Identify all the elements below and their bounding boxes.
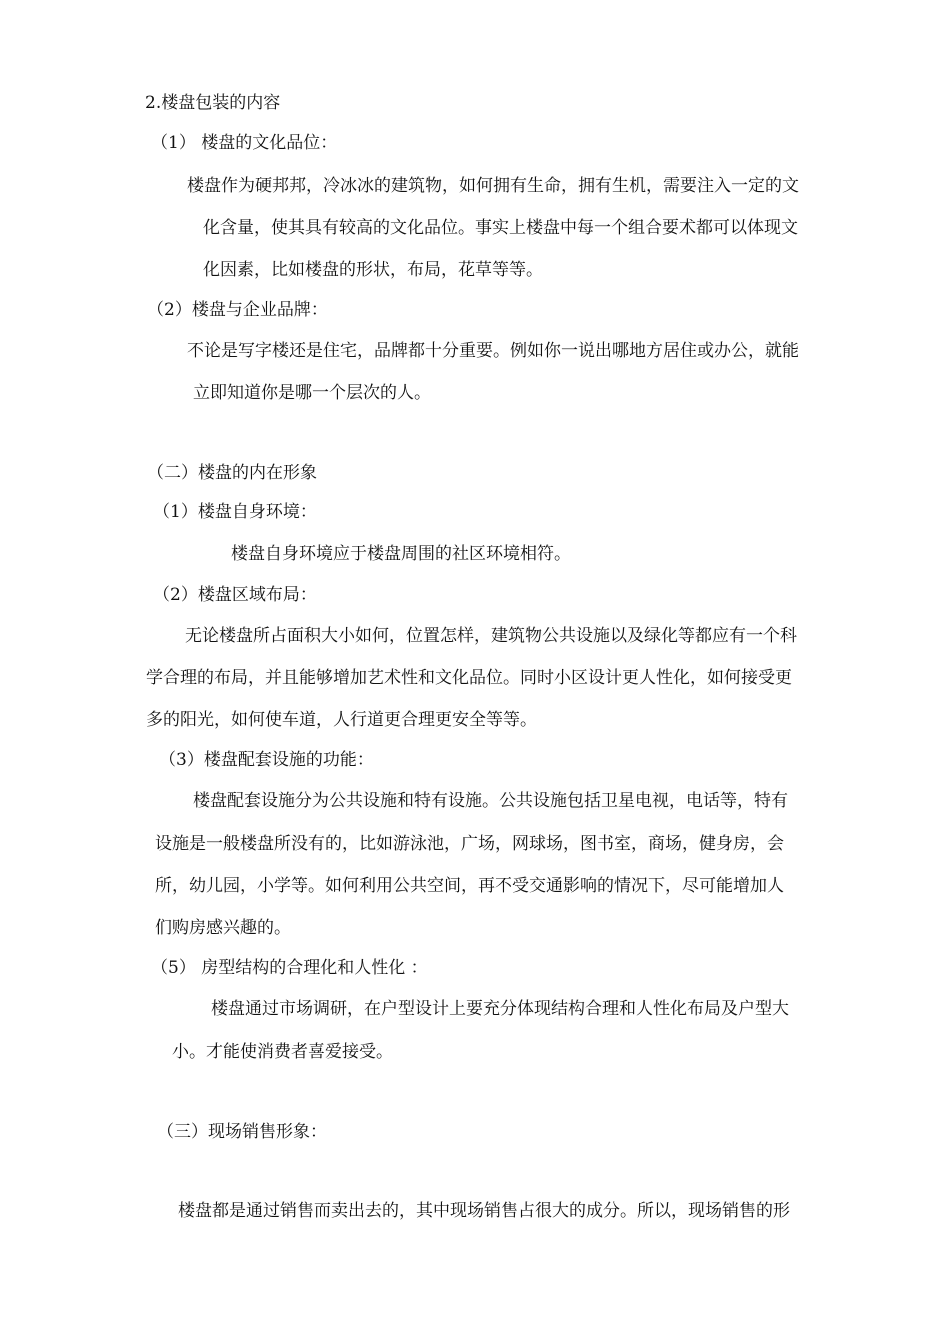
subsection-heading: （2）楼盘与企业品牌： [147, 300, 328, 320]
section-heading: （三）现场销售形象： [157, 1122, 327, 1142]
subsection-heading: （2）楼盘区域布局： [153, 585, 317, 605]
subsection-heading: （5） 房型结构的合理化和人性化 ： [151, 958, 428, 978]
paragraph-line: 化因素，比如楼盘的形状，布局，花草等等。 [203, 260, 543, 280]
paragraph-line: 学合理的布局，并且能够增加艺术性和文化品位。同时小区设计更人性化，如何接受更 [146, 668, 792, 688]
paragraph-line: 不论是写字楼还是住宅，品牌都十分重要。例如你一说出哪地方居住或办公，就能 [187, 341, 799, 361]
paragraph-line: 所，幼儿园，小学等。如何利用公共空间，再不受交通影响的情况下，尽可能增加人 [155, 876, 784, 896]
paragraph-line: 楼盘作为硬邦邦，冷冰冰的建筑物，如何拥有生命，拥有生机，需要注入一定的文 [187, 176, 799, 196]
paragraph-line: 楼盘配套设施分为公共设施和特有设施。公共设施包括卫星电视，电话等，特有 [193, 791, 788, 811]
section-heading: 2.楼盘包装的内容 [145, 93, 281, 113]
subsection-heading: （1） 楼盘的文化品位： [151, 133, 338, 153]
section-heading: （二）楼盘的内在形象 [147, 463, 317, 483]
paragraph-line: 楼盘自身环境应于楼盘周围的社区环境相符。 [231, 544, 571, 564]
paragraph-line: 设施是一般楼盘所没有的，比如游泳池，广场，网球场，图书室，商场，健身房，会 [155, 834, 784, 854]
paragraph-line: 无论楼盘所占面积大小如何，位置怎样，建筑物公共设施以及绿化等都应有一个科 [185, 626, 797, 646]
paragraph-line: 小。才能使消费者喜爱接受。 [172, 1042, 393, 1062]
subsection-heading: （1）楼盘自身环境： [153, 502, 317, 522]
subsection-heading: （3）楼盘配套设施的功能： [159, 750, 374, 770]
paragraph-line: 楼盘通过市场调研，在户型设计上要充分体现结构合理和人性化布局及户型大 [211, 999, 789, 1019]
paragraph-line: 楼盘都是通过销售而卖出去的，其中现场销售占很大的成分。所以，现场销售的形 [178, 1201, 790, 1221]
paragraph-line: 们购房感兴趣的。 [155, 918, 291, 938]
paragraph-line: 立即知道你是哪一个层次的人。 [193, 383, 431, 403]
paragraph-line: 多的阳光，如何使车道，人行道更合理更安全等等。 [146, 710, 537, 730]
paragraph-line: 化含量，使其具有较高的文化品位。事实上楼盘中每一个组合要术都可以体现文 [203, 218, 798, 238]
